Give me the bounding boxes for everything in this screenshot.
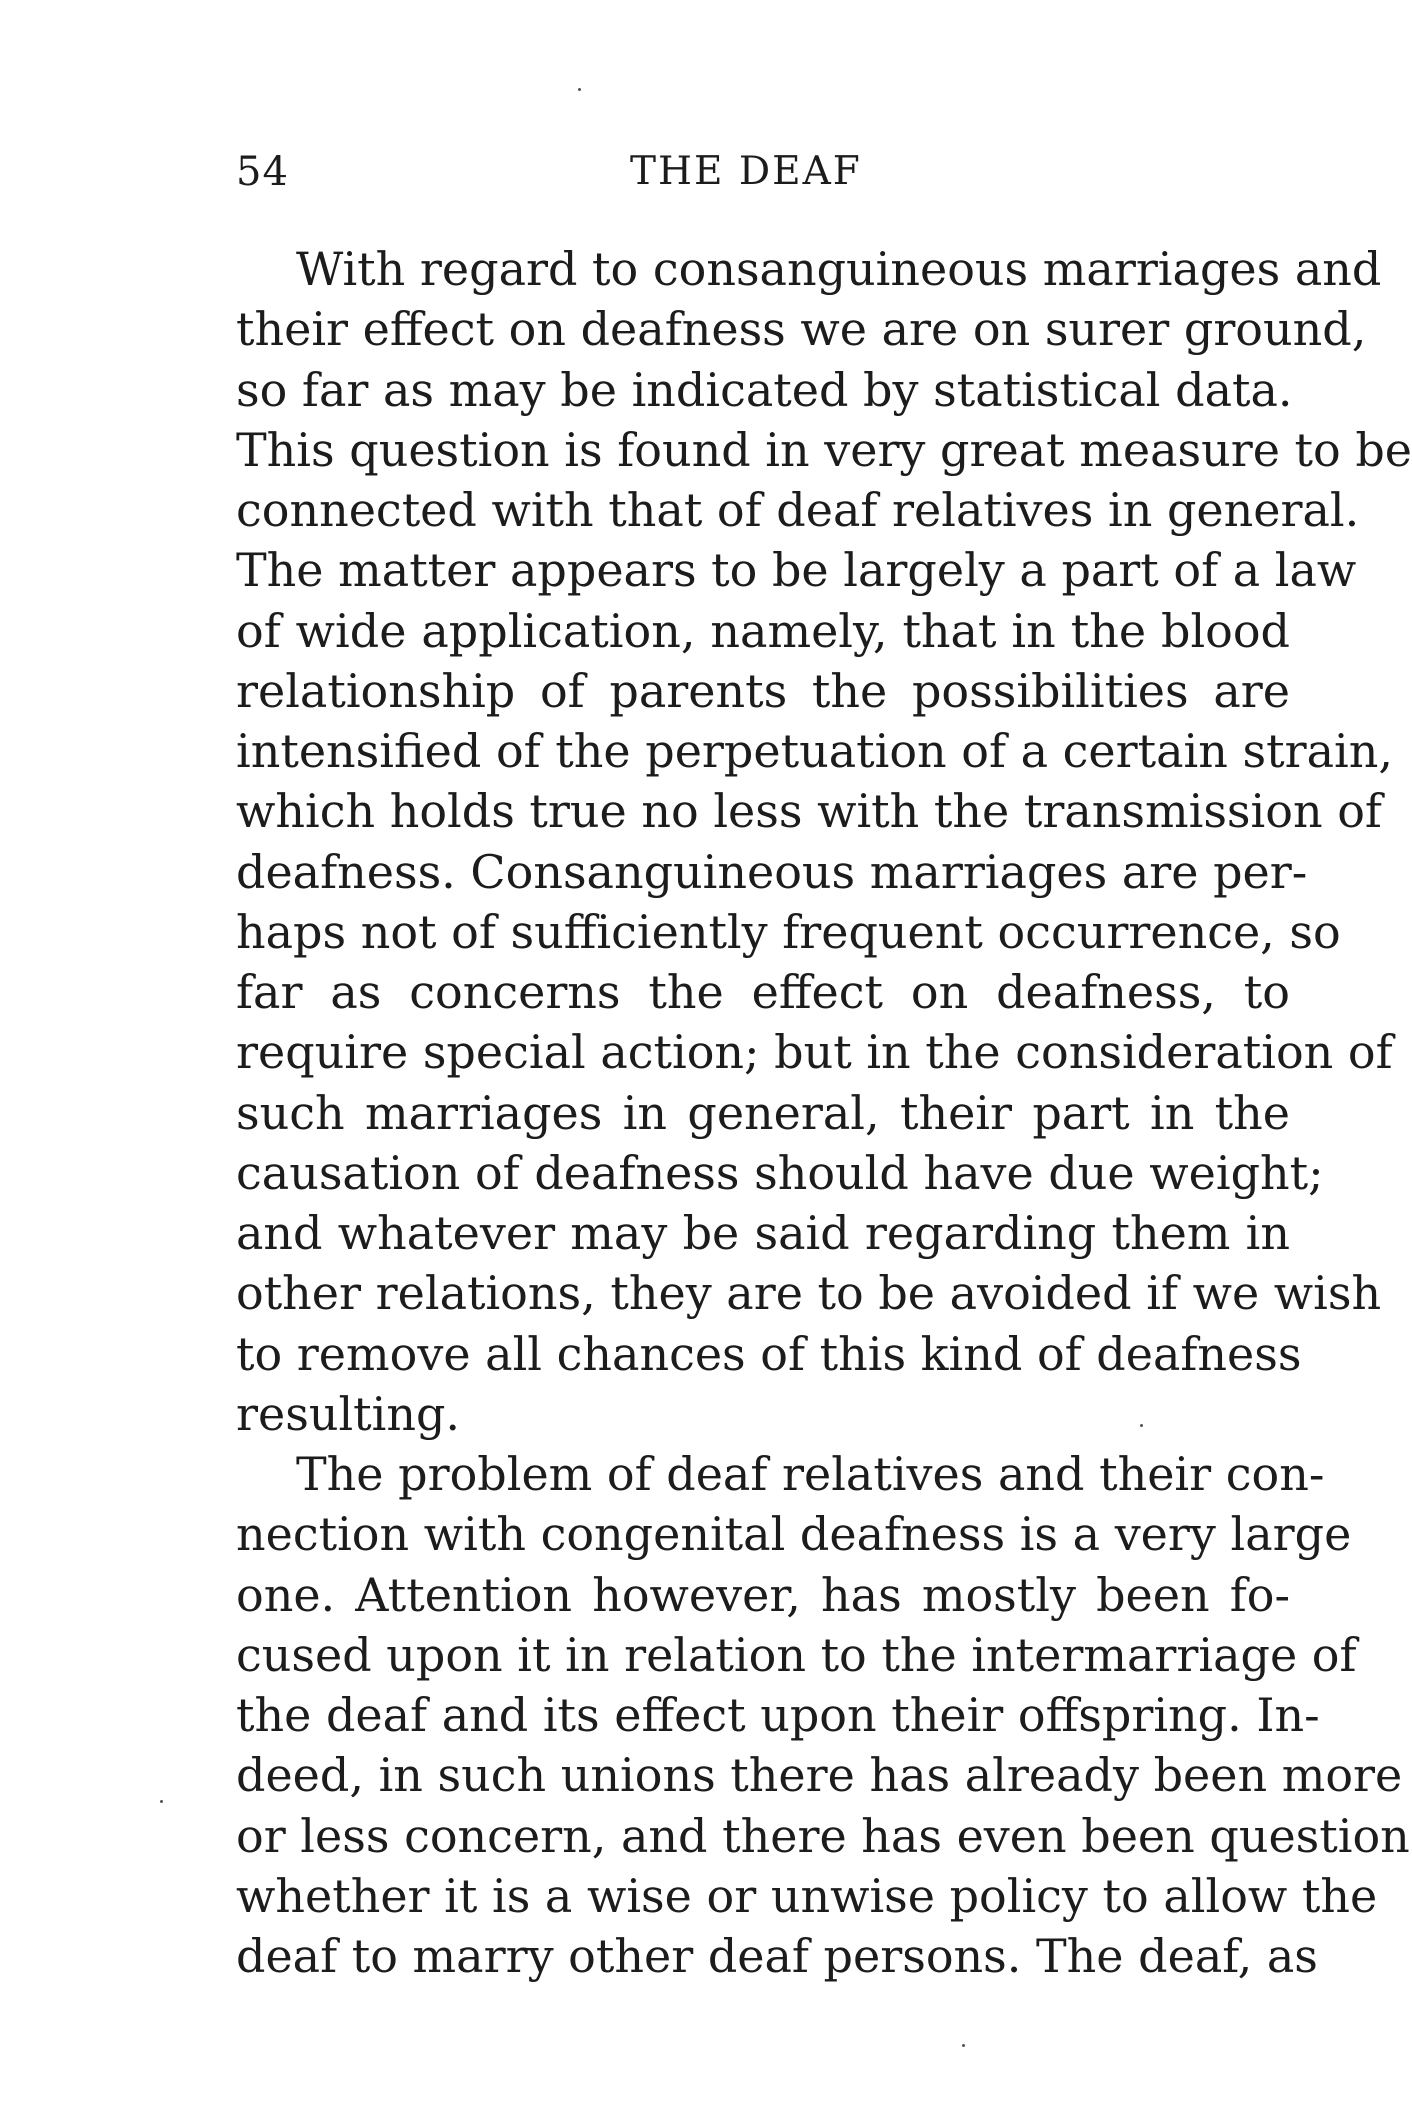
scan-speck [578,88,581,91]
text-line: such marriages in general, their part in the [236,1085,1290,1140]
text-line: The problem of deaf relatives and their con- [296,1447,1325,1501]
text-line: deed, in such unions there has already been more [236,1748,1403,1803]
text-line: to remove all chances of this kind of deafness [236,1326,1302,1381]
running-head: THE DEAF [630,149,862,194]
scan-speck [962,2044,965,2047]
text-line: deaf to marry other deaf persons. The deaf, as [236,1929,1318,1983]
scan-speck [160,1800,163,1803]
text-line: This question is found in very great measure to be [236,422,1412,477]
text-line: far as concerns the effect on deafness, to [236,965,1290,1019]
text-line: deafness. Consanguineous marriages are per- [236,844,1308,899]
body-text [236,239,1412,1986]
text-line: one. Attention however, has mostly been fo- [236,1567,1290,1622]
text-line: intensified of the perpetuation of a certain strain, [236,724,1393,778]
text-line: The matter appears to be largely a part of a law [236,543,1357,598]
text-line: nection with congenital deafness is a very large [236,1507,1352,1562]
scan-speck [1140,1424,1143,1427]
text-line: With regard to consanguineous marriages and [296,242,1382,296]
text-line: causation of deafness should have due weight; [236,1145,1324,1200]
text-line: which holds true no less with the transmission of [236,784,1382,839]
text-line: cused upon it in relation to the intermarriage of [236,1627,1357,1682]
page-number: 54 [236,149,289,195]
text-line: or less concern, and there has even been question [236,1808,1410,1863]
text-line: resulting. [236,1386,461,1441]
text-line: and whatever may be said regarding them in [236,1206,1290,1260]
text-line: of wide application, namely, that in the blood [236,603,1290,658]
text-line: haps not of sufficiently frequent occurrence, so [236,904,1341,959]
text-line: require special action; but in the consideration of [236,1025,1393,1080]
text-line: whether it is a wise or unwise policy to allow the [236,1868,1378,1923]
text-line: connected with that of deaf relatives in general. [236,483,1360,537]
text-line: so far as may be indicated by statistical data. [236,362,1293,417]
text-line: other relations, they are to be avoided if we wish [236,1266,1382,1321]
text-line: the deaf and its effect upon their offspring. In- [236,1688,1320,1742]
text-line: their effect on deafness we are on surer ground, [236,302,1367,357]
text-line: relationship of parents the possibilities are [236,663,1290,718]
